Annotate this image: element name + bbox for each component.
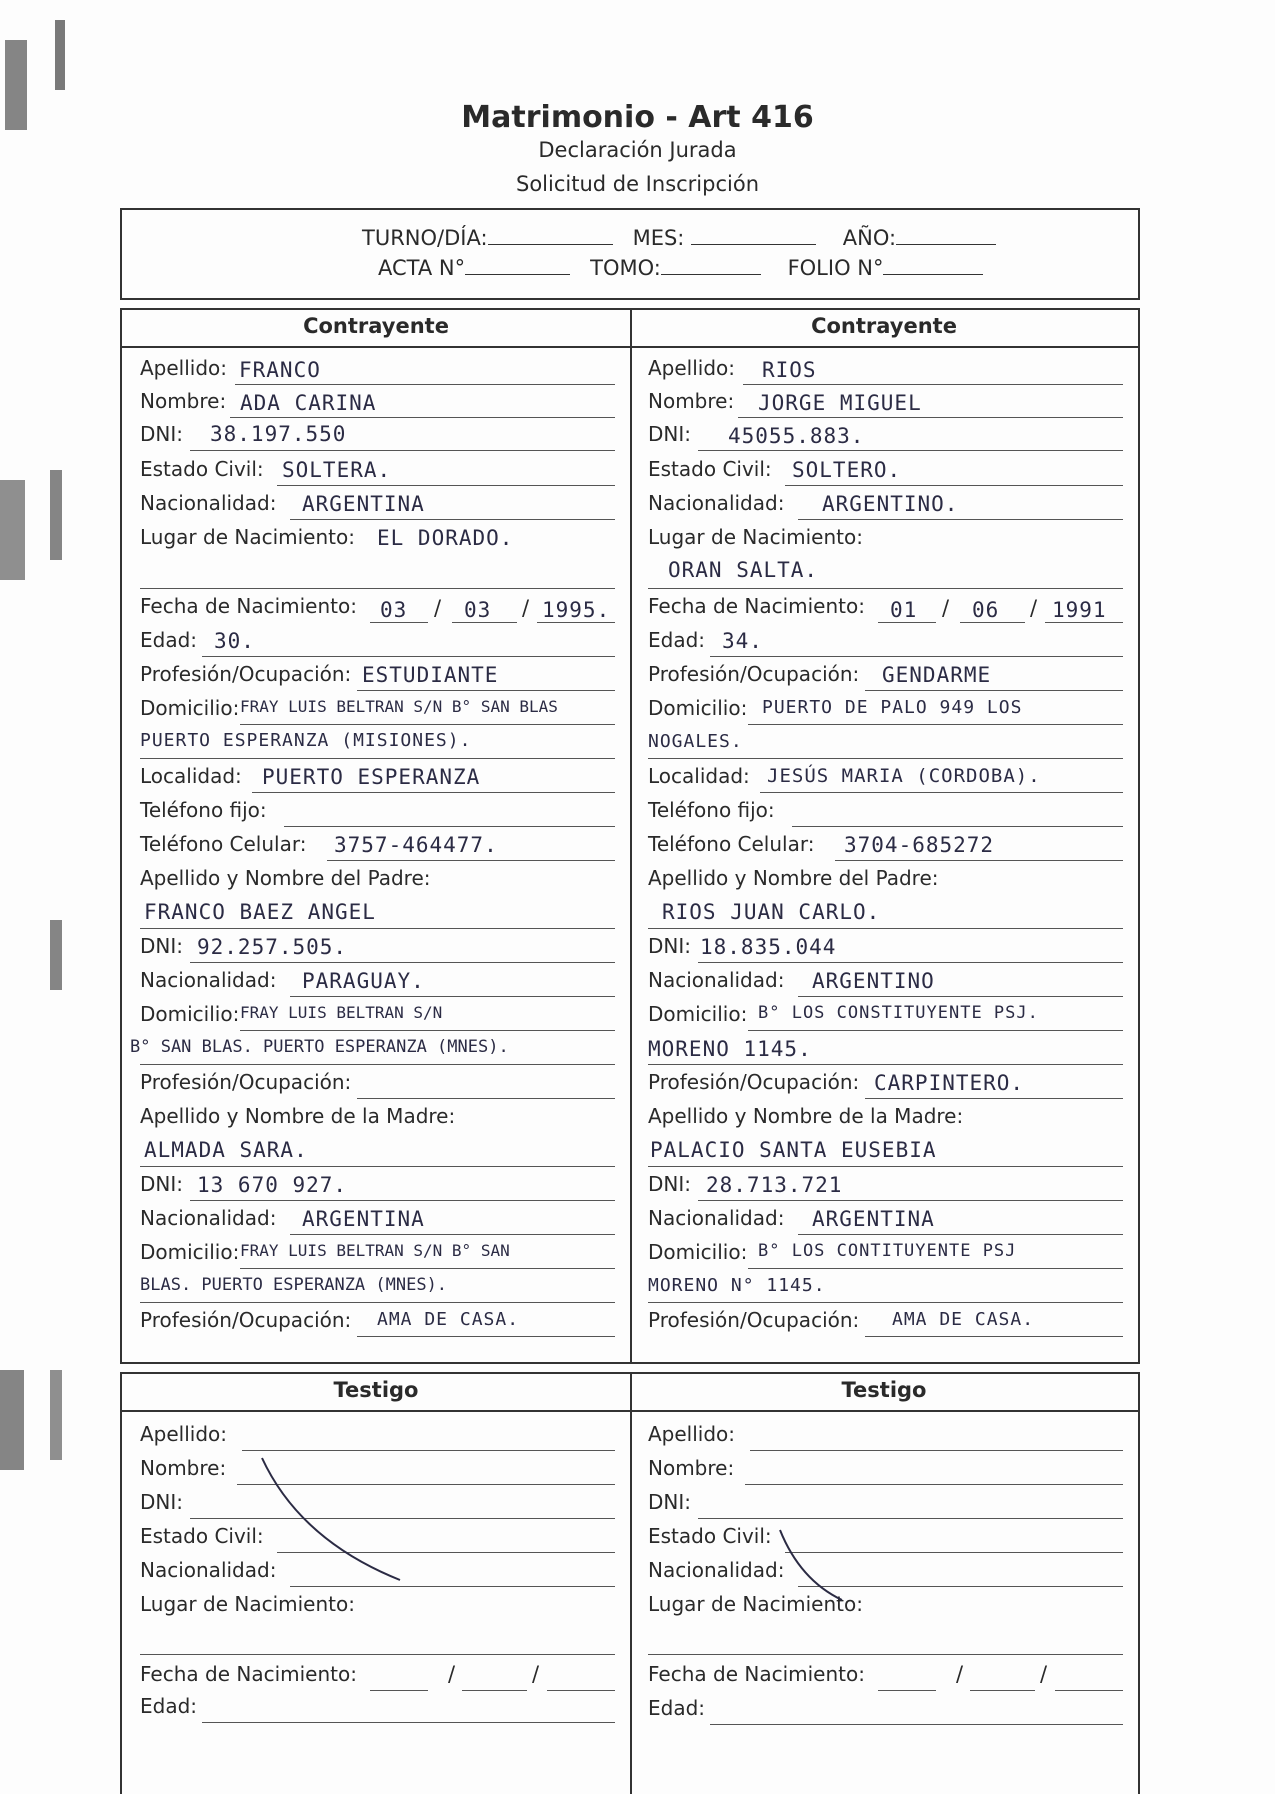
c1-padre-nombre[interactable]: FRANCO BAEZ ANGEL [144,900,376,924]
header-rule [122,346,1138,348]
c2-padre-nac-label: Nacionalidad: [648,968,785,992]
c2-profesion-value[interactable]: GENDARME [882,663,992,687]
c2-localidad-label: Localidad: [648,764,750,788]
t1-estado-civil-label: Estado Civil: [140,1524,264,1548]
c1-madre-dni[interactable]: 13 670 927. [197,1173,348,1197]
c1-madre-dom-2[interactable]: BLAS. PUERTO ESPERANZA (MNES). [140,1275,448,1295]
c2-edad-label: Edad: [648,628,706,652]
c1-padre-prof-label: Profesión/Ocupación: [140,1070,352,1094]
c2-dni-value[interactable]: 45055.883. [728,424,865,448]
c2-padre-dom-1[interactable]: B° LOS CONSTITUYENTE PSJ. [758,1003,1039,1023]
c2-madre-nac-label: Nacionalidad: [648,1206,785,1230]
folio-field[interactable] [883,256,983,275]
c2-madre-prof[interactable]: AMA DE CASA. [892,1309,1035,1330]
c2-fecha-dia[interactable]: 01 [890,598,918,622]
c1-domicilio-value-1[interactable]: FRAY LUIS BELTRAN S/N B° SAN BLAS [240,697,558,716]
t1-fecha-nac-label: Fecha de Nacimiento: [140,1662,357,1686]
c2-padre-prof-label: Profesión/Ocupación: [648,1070,860,1094]
c2-madre-prof-label: Profesión/Ocupación: [648,1308,860,1332]
c1-fecha-dia[interactable]: 03 [380,598,408,622]
c2-madre-nac[interactable]: ARGENTINA [812,1207,935,1231]
c1-localidad-label: Localidad: [140,764,242,788]
c2-nacionalidad-value[interactable]: ARGENTINO. [822,492,959,516]
c2-madre-dni[interactable]: 28.713.721 [706,1173,843,1197]
c1-dni-value[interactable]: 38.197.550 [210,422,347,446]
t1-lugar-nac-field[interactable] [140,1654,615,1655]
c1-padre-nac-label: Nacionalidad: [140,968,277,992]
c2-madre-dni-label: DNI: [648,1172,691,1196]
anio-field[interactable] [896,226,996,245]
contrayente-2-heading: Contrayente [811,314,957,338]
c1-estado-civil-value[interactable]: SOLTERA. [282,458,392,482]
t1-dni-label: DNI: [140,1490,183,1514]
c1-nombre-value[interactable]: ADA CARINA [240,391,377,415]
c2-nacionalidad-label: Nacionalidad: [648,491,785,515]
c1-tel-cel-value[interactable]: 3757-464477. [334,833,498,857]
c1-madre-dni-label: DNI: [140,1172,183,1196]
t1-nombre-field[interactable] [237,1484,615,1485]
c2-tel-cel-label: Teléfono Celular: [648,832,815,856]
c2-padre-nac[interactable]: ARGENTINO [812,969,935,993]
contrayente-1-heading: Contrayente [303,314,449,338]
c1-padre-dom-1[interactable]: FRAY LUIS BELTRAN S/N [240,1003,443,1022]
scan-artifact [0,1370,24,1470]
c1-madre-nac-label: Nacionalidad: [140,1206,277,1230]
t2-dni-field[interactable] [698,1518,1123,1519]
t1-estado-civil-field[interactable] [277,1552,615,1553]
c1-domicilio-label: Domicilio: [140,696,240,720]
c2-domicilio-label: Domicilio: [648,696,748,720]
c1-padre-label: Apellido y Nombre del Padre: [140,866,431,890]
turno-field[interactable] [488,226,613,245]
t2-nombre-label: Nombre: [648,1456,735,1480]
c2-madre-label: Apellido y Nombre de la Madre: [648,1104,964,1128]
c1-apellido-label: Apellido: [140,356,228,380]
c2-madre-nombre[interactable]: PALACIO SANTA EUSEBIA [650,1138,937,1162]
c2-padre-dni[interactable]: 18.835.044 [700,935,837,959]
c2-estado-civil-value[interactable]: SOLTERO. [792,458,902,482]
mes-label: MES: [632,226,685,250]
form-subtitle-declaration: Declaración Jurada [538,138,737,162]
c2-padre-prof[interactable]: CARPINTERO. [874,1071,1025,1095]
c1-padre-dom-2[interactable]: B° SAN BLAS. PUERTO ESPERANZA (MNES). [130,1037,509,1057]
anio-label: AÑO: [842,226,897,250]
t1-apellido-field[interactable] [242,1450,615,1451]
c1-nacionalidad-label: Nacionalidad: [140,491,277,515]
t1-dni-field[interactable] [190,1518,615,1519]
c1-domicilio-value-2[interactable]: PUERTO ESPERANZA (MISIONES). [140,730,472,751]
c1-padre-dni[interactable]: 92.257.505. [197,935,348,959]
acta-label: ACTA N° [378,256,466,280]
c1-padre-nac[interactable]: PARAGUAY. [302,969,425,993]
c2-fecha-anio[interactable]: 1991 [1052,598,1107,622]
registry-box [120,208,1140,300]
c2-madre-dom-2[interactable]: MORENO N° 1145. [648,1275,826,1296]
c2-apellido-label: Apellido: [648,356,736,380]
contrayentes-section: Contrayente Contrayente Apellido: FRANCO Nombre: ADA CARINA DNI: 38.197.550 Estado Civil: SOLTERA. Nacionalidad: ARGENTINA Lugar de Nacimiento: EL DORADO. Fecha de Nacimiento: / / 03 03 1995. Edad: 30. Profesión/Ocupación: ESTUDIANTE Domicilio: FRAY LUIS BELTRAN S/N B° SAN BLAS PUERTO ESPERANZA (MISIONES). Localidad: PUERTO ESPERANZA Teléfono fijo: Teléfono Celular: 3757-464477. Apellido y Nombre del Padre: FRANCO BAEZ ANGEL DNI: 92.257.505. Nacionalidad: PARAGUAY. Domicilio: FRAY LUIS BELTRAN S/N B° SAN BLAS. PUERTO ESPERANZA (MNES). Profesión/Ocupación: Apellido y Nombre de la Madre: ALMADA SARA. DNI: 13 670 927. Nacionalidad: ARGENTINA Domicilio: FRAY LUIS BELTRAN S/N B° SAN BLAS. PUERTO ESPERANZA (MNES). Profesión/Ocupación: AMA DE CASA. Apellido: RIOS Nombre: JORGE MIGUEL DNI: 45055.883. Estado Civil: SOLTERO. Nacionalidad: ARGENTINO. Lugar de Nacimiento: ORAN SALTA. Fecha de Nacimiento: / / 01 06 1991 Edad: 34. Profesión/Ocupación: GENDARME Domicilio: PUERTO DE PALO 949 LOS NOGALES. Localidad: JESÚS MARIA (CORDOBA). Teléfono fijo: Teléfono Celular: 3704-685272 Apellido y Nombre del Padre: RIOS JUAN CARLO. DNI: 18.835.044 Nacionalidad: ARGENTINO Domicilio: B° LOS CONSTITUYENTE PSJ. MORENO 1145. Profesión/Ocupación: CARPINTERO. Apellido y Nombre de la Madre: PALACIO SANTA EUSEBIA DNI: 28.713.721 Nacionalidad: ARGENTINA Domicilio: B° LOS CONTITUYENTE PSJ MORENO N° 1145. Profesión/Ocupación: AMA DE CASA. [120,308,1140,1364]
t2-nacionalidad-field[interactable] [798,1586,1123,1587]
c2-lugar-nac-value[interactable]: ORAN SALTA. [668,558,819,582]
c2-padre-label: Apellido y Nombre del Padre: [648,866,939,890]
acta-field[interactable] [465,256,570,275]
c2-lugar-nac-label: Lugar de Nacimiento: [648,525,863,549]
t2-edad-field[interactable] [710,1724,1123,1725]
t1-nacionalidad-label: Nacionalidad: [140,1558,277,1582]
scan-artifact [0,480,25,580]
c1-padre-dni-label: DNI: [140,934,183,958]
t2-estado-civil-field[interactable] [785,1552,1123,1553]
registry-line-1 [362,226,996,250]
tomo-field[interactable] [661,256,761,275]
c1-madre-dom-1[interactable]: FRAY LUIS BELTRAN S/N B° SAN [240,1241,510,1260]
c2-madre-dom-1[interactable]: B° LOS CONTITUYENTE PSJ [758,1241,1017,1261]
c1-profesion-value[interactable]: ESTUDIANTE [362,663,499,687]
c2-profesion-label: Profesión/Ocupación: [648,662,860,686]
t2-dni-label: DNI: [648,1490,691,1514]
t1-nacionalidad-field[interactable] [290,1586,615,1587]
t1-nombre-label: Nombre: [140,1456,227,1480]
witness-column-divider [630,1374,632,1794]
c2-domicilio-value-1[interactable]: PUERTO DE PALO 949 LOS [762,697,1023,718]
c1-nombre-label: Nombre: [140,389,227,413]
c2-tel-fijo-label: Teléfono fijo: [648,798,775,822]
t2-estado-civil-label: Estado Civil: [648,1524,772,1548]
c1-apellido-value[interactable]: FRANCO [239,358,321,382]
form-subtitle-request: Solicitud de Inscripción [515,172,760,196]
c1-tel-cel-label: Teléfono Celular: [140,832,307,856]
t2-lugar-nac-field[interactable] [648,1654,1123,1655]
c2-localidad-value[interactable]: JESÚS MARIA (CORDOBA). [767,765,1041,787]
c2-padre-dom-2[interactable]: MORENO 1145. [648,1037,812,1061]
t1-lugar-nac-label: Lugar de Nacimiento: [140,1592,355,1616]
t1-edad-label: Edad: [140,1694,198,1718]
c1-lugar-nac-label: Lugar de Nacimiento: [140,525,355,549]
c1-nacionalidad-value[interactable]: ARGENTINA [302,492,425,516]
c2-edad-value[interactable]: 34. [722,629,763,653]
c2-estado-civil-label: Estado Civil: [648,457,772,481]
c1-edad-label: Edad: [140,628,198,652]
scan-artifact [50,920,62,990]
c1-madre-prof[interactable]: AMA DE CASA. [377,1309,520,1330]
witness-header-rule [122,1410,1138,1412]
scan-artifact [55,20,65,90]
c1-madre-label: Apellido y Nombre de la Madre: [140,1104,456,1128]
c2-apellido-value[interactable]: RIOS [762,358,817,382]
c2-fecha-mes[interactable]: 06 [972,598,1000,622]
c2-nombre-value[interactable]: JORGE MIGUEL [758,391,922,415]
tomo-label: TOMO: [590,256,661,280]
t2-apellido-label: Apellido: [648,1422,736,1446]
scan-artifact [50,470,62,560]
testigo-2-heading: Testigo [841,1378,927,1402]
c2-domicilio-value-2[interactable]: NOGALES. [648,731,743,752]
c1-dni-label: DNI: [140,422,183,446]
c1-fecha-nac-label: Fecha de Nacimiento: [140,594,357,618]
testigo-1-heading: Testigo [333,1378,419,1402]
c2-fecha-nac-label: Fecha de Nacimiento: [648,594,865,618]
t2-nacionalidad-label: Nacionalidad: [648,1558,785,1582]
t2-fecha-nac-label: Fecha de Nacimiento: [648,1662,865,1686]
t1-edad-field[interactable] [202,1722,615,1723]
c1-tel-fijo-label: Teléfono fijo: [140,798,267,822]
c1-localidad-value[interactable]: PUERTO ESPERANZA [262,765,481,789]
c1-estado-civil-label: Estado Civil: [140,457,264,481]
c2-madre-dom-label: Domicilio: [648,1240,748,1264]
c2-padre-nombre[interactable]: RIOS JUAN CARLO. [662,900,881,924]
mes-field[interactable] [691,226,816,245]
column-divider [630,310,632,1362]
scan-artifact [5,40,27,130]
testigos-section: Testigo Testigo Apellido: Nombre: DNI: Estado Civil: Nacionalidad: Lugar de Nacimiento: Fecha de Nacimiento: / / Edad: Apellido: Nombre: DNI: Estado Civil: Nacionalidad: Lugar de Nacimiento: Fecha de Nacimiento: / / Edad: [120,1372,1140,1794]
c2-tel-cel-value[interactable]: 3704-685272 [844,833,995,857]
form-title: Matrimonio - Art 416 [461,100,814,135]
c1-madre-nac[interactable]: ARGENTINA [302,1207,425,1231]
c1-fecha-anio[interactable]: 1995. [542,598,611,622]
c1-madre-prof-label: Profesión/Ocupación: [140,1308,352,1332]
t2-apellido-field[interactable] [750,1450,1123,1451]
c1-profesion-label: Profesión/Ocupación: [140,662,352,686]
c2-padre-dom-label: Domicilio: [648,1002,748,1026]
turno-label: TURNO/DÍA: [362,226,488,250]
t2-nombre-field[interactable] [745,1484,1123,1485]
c1-madre-nombre[interactable]: ALMADA SARA. [144,1138,308,1162]
c2-padre-dni-label: DNI: [648,934,691,958]
t2-edad-label: Edad: [648,1696,706,1720]
c1-lugar-nac-value[interactable]: EL DORADO. [377,526,514,550]
c2-nombre-label: Nombre: [648,389,735,413]
registry-line-2 [378,256,983,280]
c1-padre-dom-label: Domicilio: [140,1002,240,1026]
folio-label: FOLIO N° [787,256,884,280]
scan-artifact [50,1370,62,1460]
c1-edad-value[interactable]: 30. [214,629,255,653]
c2-dni-label: DNI: [648,422,691,446]
t1-apellido-label: Apellido: [140,1422,228,1446]
t2-lugar-nac-label: Lugar de Nacimiento: [648,1592,863,1616]
c1-fecha-mes[interactable]: 03 [464,598,492,622]
c1-madre-dom-label: Domicilio: [140,1240,240,1264]
